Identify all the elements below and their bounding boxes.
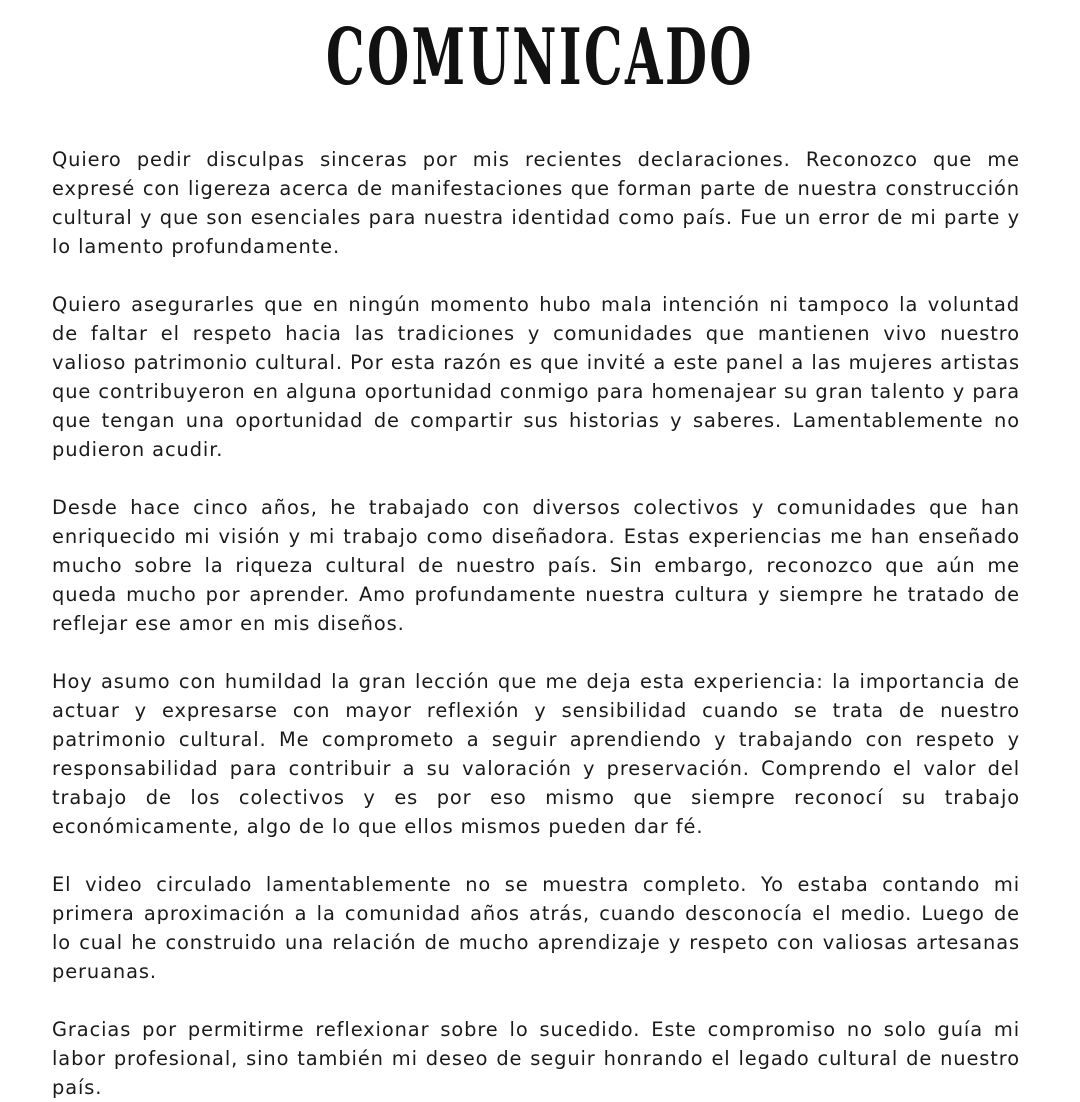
statement-body [52,145,1020,1102]
page-title: COMUNICADO [325,12,755,103]
paragraph-video: El video circulado lamentablemente no se muestra completo. Yo estaba contando mi primera aproximación a la comunidad años atrás, cuando desconocía el medio. Luego de lo cual he construido una relación de mucho aprendizaje y respeto con valiosas artesanas peruanas. [52,873,1020,983]
paragraph-intention: Quiero asegurarles que en ningún momento hubo mala intención ni tampoco la voluntad de faltar el respeto hacia las tradiciones y comunidades que mantienen vivo nuestro valioso patrimonio cultural. Por esta razón es que invité a este panel a las mujeres artistas que contribuyeron en alguna oportunidad conmigo para homenajear su gran talento y para que tengan una oportunidad de compartir sus historias y saberes. Lamentablemente no pudieron acudir. [52,293,1020,461]
paragraph-experience: Desde hace cinco años, he trabajado con diversos colectivos y comunidades que han enriquecido mi visión y mi trabajo como diseñadora. Estas experiencias me han enseñado mucho sobre la riqueza cultural de nuestro país. Sin embargo, reconozco que aún me queda mucho por aprender. Amo profundamente nuestra cultura y siempre he tratado de reflejar ese amor en mis diseños. [52,496,1020,635]
paragraph-apology: Quiero pedir disculpas sinceras por mis recientes declaraciones. Reconozco que me expresé con ligereza acerca de manifestaciones que forman parte de nuestra construcción cultural y que son esenciales para nuestra identidad como país. Fue un error de mi parte y lo lamento profundamente. [52,148,1020,258]
paragraph-thanks: Gracias por permitirme reflexionar sobre lo sucedido. Este compromiso no solo guía mi labor profesional, sino también mi deseo de seguir honrando el legado cultural de nuestro país. [52,1018,1020,1099]
paragraph-lesson: Hoy asumo con humildad la gran lección que me deja esta experiencia: la importancia de actuar y expresarse con mayor reflexión y sensibilidad cuando se trata de nuestro patrimonio cultural. Me comprometo a seguir aprendiendo y trabajando con respeto y responsabilidad para contribuir a su valoración y preservación. Comprendo el valor del trabajo de los colectivos y es por eso mismo que siempre reconocí su trabajo económicamente, algo de lo que ellos mismos pueden dar fé. [52,670,1020,838]
